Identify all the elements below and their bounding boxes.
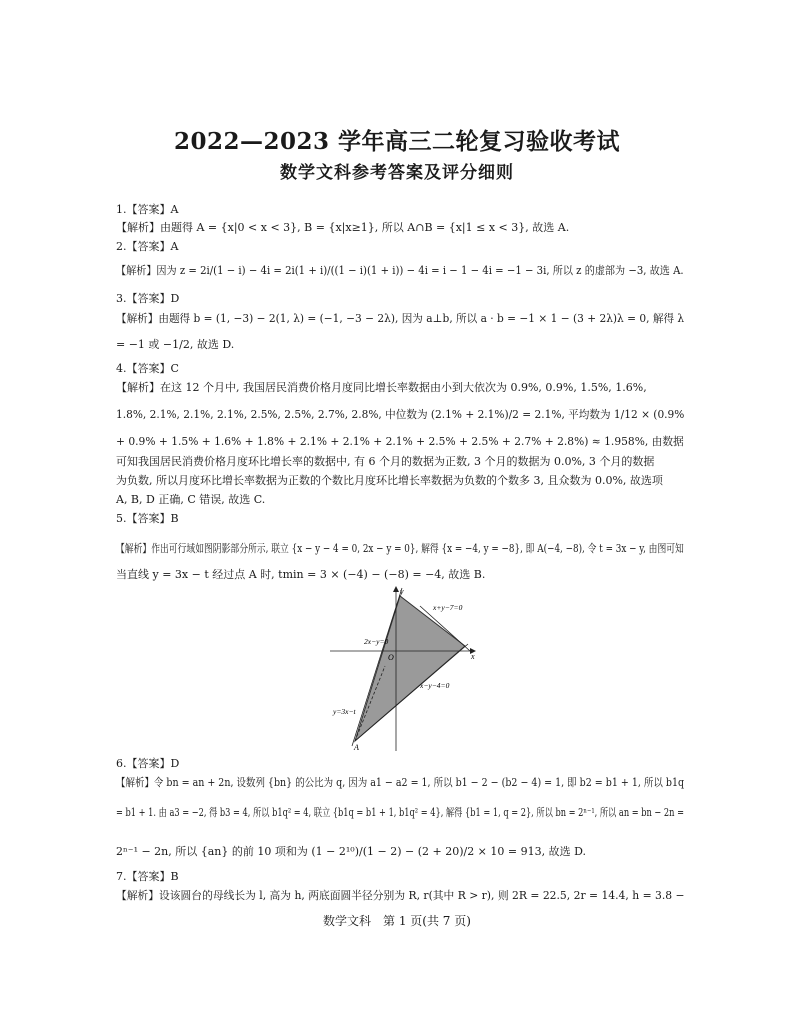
feasible-region-figure xyxy=(330,586,480,751)
shaded-region xyxy=(355,596,465,741)
origin-label: O xyxy=(388,653,394,662)
solution-4-line-2: 1.8%, 2.1%, 2.1%, 2.1%, 2.5%, 2.5%, 2.7%, 2.8%, 中位数为 (2.1% + 2.1%)/2 = 2.1%, 平均数为 1/12 × (0.9% xyxy=(116,408,685,421)
answer-5: 5.【答案】B xyxy=(116,512,179,525)
line-label-x-plus-y-7: x+y−7=0 xyxy=(433,603,463,612)
solution-6-line-3: 2ⁿ⁻¹ − 2n, 所以 {an} 的前 10 项和为 (1 − 2¹⁰)/(1 − 2) − (2 + 20)/2 × 10 = 913, 故选 D. xyxy=(116,845,587,858)
y-axis-label: y xyxy=(400,587,404,596)
answer-7: 7.【答案】B xyxy=(116,870,179,883)
solution-2-line-1: 【解析】因为 z = 2i/(1 − i) − 4i = 2i(1 + i)/((1 − i)(1 + i)) − 4i = i − 1 − 4i = −1 − 3i, 所以 z 的虚部为 −3, 故选 A. xyxy=(116,264,684,277)
point-a-label: A xyxy=(354,743,359,751)
page-footer: 数学文科 第 1 页(共 7 页) xyxy=(323,914,471,928)
solution-4-line-4: 可知我国居民消费价格月度环比增长率的数据中, 有 6 个月的数据为正数, 3 个月的数据为 0.0%, 3 个月的数据 xyxy=(116,455,655,468)
exam-subtitle: 数学文科参考答案及评分细则 xyxy=(280,163,514,183)
x-axis-label: x xyxy=(471,652,475,661)
solution-6-line-1: 【解析】令 bn = an + 2n, 设数列 {bn} 的公比为 q, 因为 a1 − a2 = 1, 所以 b1 − 2 − (b2 − 4) = 1, 即 b2 = b1 + 1, 所以 b1q xyxy=(116,776,685,789)
exam-title: 2022—2023 学年高三二轮复习验收考试 xyxy=(173,128,621,155)
solution-1-line-1: 【解析】由题得 A = {x|0 < x < 3}, B = {x|x≥1}, 所以 A∩B = {x|1 ≤ x < 3}, 故选 A. xyxy=(116,221,570,234)
solution-3-line-2: = −1 或 −1/2, 故选 D. xyxy=(116,338,235,351)
solution-5-line-1: 【解析】作出可行域如图阴影部分所示, 联立 {x − y − 4 = 0, 2x − y = 0}, 解得 {x = −4, y = −8}, 即 A(−4, −8), 令 t = 3x − y, 由图可知 xyxy=(116,542,684,555)
answer-1: 1.【答案】A xyxy=(116,203,179,216)
solution-6-line-2: = b1 + 1. 由 a3 = −2, 得 b3 = 4, 所以 b1q² = 4, 联立 {b1q = b1 + 1, b1q² = 4}, 解得 {b1 = 1, q = 2}, 所以 bn = 2ⁿ⁻¹, 所以 an = bn − 2n = xyxy=(116,806,684,819)
solution-3-line-1: 【解析】由题得 b = (1, −3) − 2(1, λ) = (−1, −3 − 2λ), 因为 a⊥b, 所以 a · b = −1 × 1 − (3 + 2λ)λ = 0, 解得 λ xyxy=(116,312,685,325)
solution-7-line-1: 【解析】设该圆台的母线长为 l, 高为 h, 两底面圆半径分别为 R, r(其中 R > r), 则 2R = 22.5, 2r = 14.4, h = 3.8 − xyxy=(116,889,685,902)
line-label-y-3x-t: y=3x−t xyxy=(333,707,356,716)
solution-4-line-6: A, B, D 正确, C 错误, 故选 C. xyxy=(116,493,266,506)
solution-5-line-2: 当直线 y = 3x − t 经过点 A 时, tmin = 3 × (−4) − (−8) = −4, 故选 B. xyxy=(116,568,486,581)
solution-4-line-5: 为负数, 所以月度环比增长率数据为正数的个数比月度环比增长率数据为负数的个数多 3, 且众数为 0.0%, 故选项 xyxy=(116,474,663,487)
y-axis-arrow xyxy=(393,586,399,592)
line-label-2x-minus-y: 2x−y=0 xyxy=(364,637,389,646)
solution-4-line-3: + 0.9% + 1.5% + 1.6% + 1.8% + 2.1% + 2.1% + 2.1% + 2.5% + 2.5% + 2.7% + 2.8%) ≈ 1.958%, 由数据 xyxy=(116,435,684,448)
solution-4-line-1: 【解析】在这 12 个月中, 我国居民消费价格月度同比增长率数据由小到大依次为 0.9%, 0.9%, 1.5%, 1.6%, xyxy=(116,381,647,394)
answer-6: 6.【答案】D xyxy=(116,757,180,770)
line-label-x-minus-y-4: x−y−4=0 xyxy=(420,681,450,690)
answer-4: 4.【答案】C xyxy=(116,362,179,375)
answer-3: 3.【答案】D xyxy=(116,292,180,305)
answer-2: 2.【答案】A xyxy=(116,240,179,253)
